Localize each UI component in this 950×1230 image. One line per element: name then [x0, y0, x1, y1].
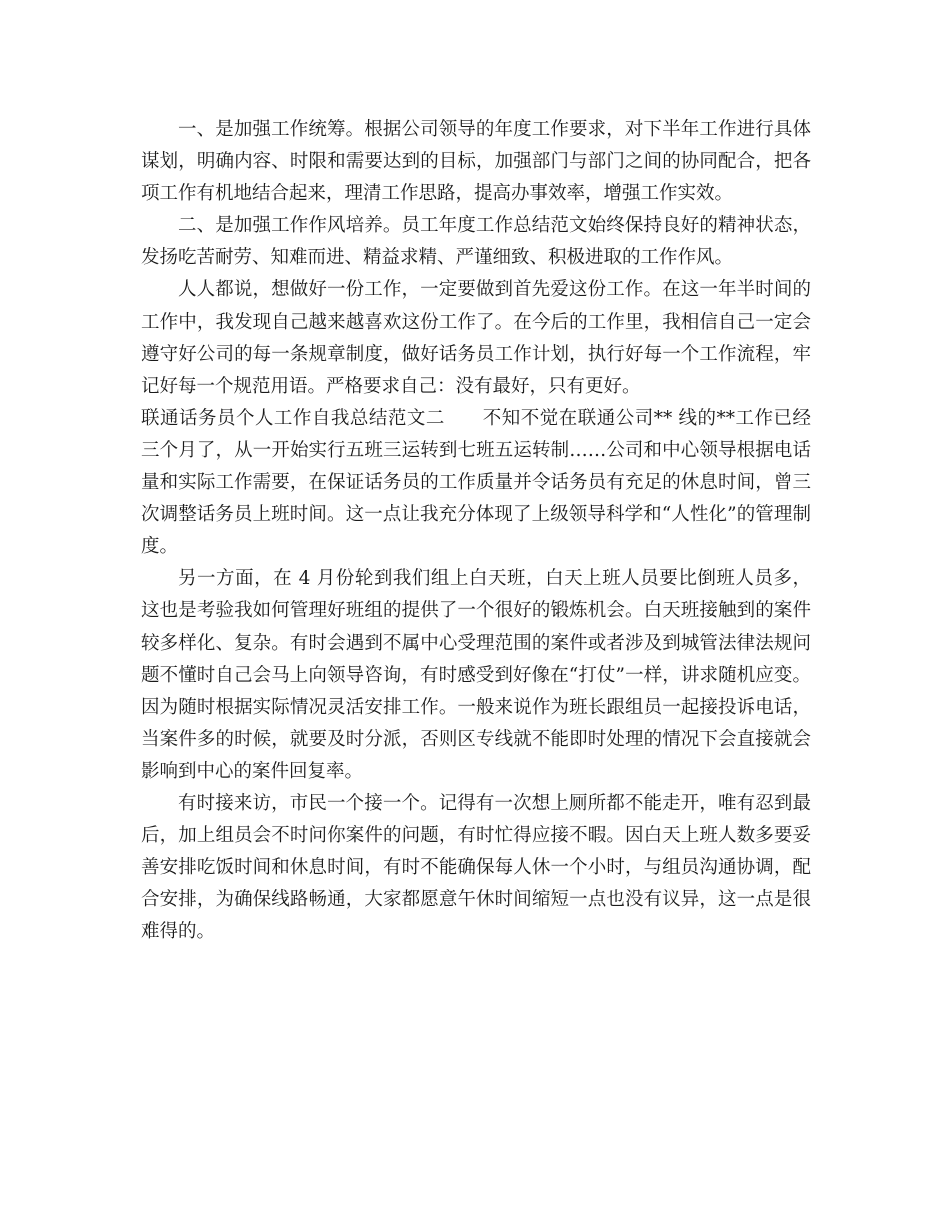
paragraph-work-coordination: 一、是加强工作统筹。根据公司领导的年度工作要求，对下半年工作进行具体谋划，明确内容、时限和需要达到的目标，加强部门与部门之间的协同配合，把各项工作有机地结合起来，理清工作思路，提高办事效率，增强工作实效。 — [141, 119, 811, 205]
paragraph-love-work: 人人都说，想做好一份工作，一定要做到首先爱这份工作。在这一年半时间的工作中，我发现自己越来越喜欢这份工作了。在今后的工作里，我相信自己一定会遵守好公司的每一条规章制度，做好话务员工作计划，执行好每一个工作流程，牢记好每一个规范用语。严格要求自己：没有最好，只有更好。 — [141, 279, 811, 397]
paragraph-summary-two-heading: 联通话务员个人工作自我总结范文二 不知不觉在联通公司** 线的**工作已经三个月了，从一开始实行五班三运转到七班五运转制……公司和中心领导根据电话量和实际工作需要，在保证话务员的工作质量并令话务员有充足的休息时间，曾三次调整话务员上班时间。这一点让我充分体现了上级领导科学和“人性化”的管理制度。 — [141, 407, 811, 558]
paragraph-day-shift: 另一方面，在 4 月份轮到我们组上白天班，白天上班人员要比倒班人员多，这也是考验我如何管理好班组的提供了一个很好的锻炼机会。白天班接触到的案件较多样化、复杂。有时会遇到不属中心受理范围的案件或者涉及到城管法律法规问题不懂时自己会马上向领导咨询，有时感受到好像在“打仗”一样，讲求随机应变。因为随时根据实际情况灵活安排工作。一般来说作为班长跟组员一起接投诉电话，当案件多的时候，就要及时分派，否则区专线就不能即时处理的情况下会直接就会影响到中心的案件回复率。 — [141, 568, 811, 782]
paragraph-visitors: 有时接来访，市民一个接一个。记得有一次想上厕所都不能走开，唯有忍到最后，加上组员会不时问你案件的问题，有时忙得应接不暇。因白天上班人数多要妥善安排吃饭时间和休息时间，有时不能确保每人休一个小时，与组员沟通协调，配合安排，为确保线路畅通，大家都愿意午休时间缩短一点也没有议异，这一点是很难得的。 — [141, 792, 811, 943]
document-body — [141, 114, 811, 948]
paragraph-work-style: 二、是加强工作作风培养。员工年度工作总结范文始终保持良好的精神状态，发扬吃苦耐劳、知难而进、精益求精、严谨细致、积极进取的工作作风。 — [141, 215, 811, 269]
